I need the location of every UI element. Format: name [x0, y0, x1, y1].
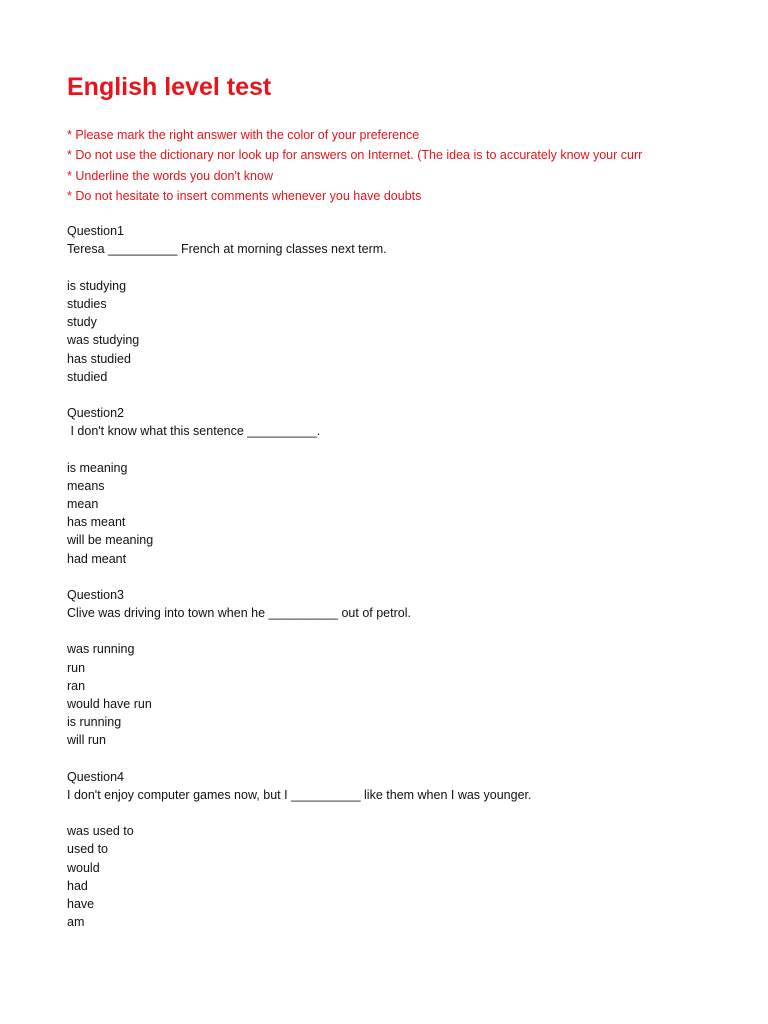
answer-option[interactable]: was used to: [67, 824, 134, 839]
question-text: I don't know what this sentence __________.: [67, 424, 321, 439]
answer-option[interactable]: had meant: [67, 551, 127, 566]
instruction-line: * Do not hesitate to insert comments whenever you have doubts: [67, 188, 422, 203]
question-1: [67, 222, 767, 386]
answer-option[interactable]: would: [67, 860, 100, 875]
instruction-line: * Please mark the right answer with the color of your preference: [67, 128, 420, 142]
answer-option[interactable]: is studying: [67, 278, 127, 293]
page-title: English level test: [67, 73, 272, 101]
answer-option[interactable]: is meaning: [67, 460, 128, 475]
answer-option[interactable]: ran: [67, 678, 86, 693]
answer-option[interactable]: have: [67, 897, 95, 912]
answer-option[interactable]: was running: [67, 642, 135, 657]
question-label: Question1: [67, 224, 124, 239]
question-2: [67, 404, 767, 568]
answer-option[interactable]: studied: [67, 369, 108, 384]
answer-option[interactable]: means: [67, 478, 105, 493]
answer-option[interactable]: run: [67, 660, 86, 675]
question-text: I don't enjoy computer games now, but I __________ like them when I was younger.: [67, 787, 532, 802]
answer-option[interactable]: am: [67, 915, 85, 930]
question-text: Teresa __________ French at morning classes next term.: [67, 242, 387, 257]
answer-option[interactable]: would have run: [67, 697, 152, 712]
answer-option[interactable]: mean: [67, 497, 99, 511]
question-label: Question4: [67, 769, 124, 784]
answer-option[interactable]: has meant: [67, 515, 126, 530]
answer-option[interactable]: studies: [67, 296, 107, 311]
answer-option[interactable]: is running: [67, 715, 122, 730]
answer-option[interactable]: will run: [67, 733, 106, 748]
question-3: [67, 586, 767, 750]
answer-option[interactable]: had: [67, 878, 88, 893]
instructions-list: [67, 125, 767, 206]
document-content: [67, 70, 767, 949]
question-label: Question2: [67, 406, 124, 420]
answer-option[interactable]: has studied: [67, 351, 131, 366]
instruction-line: * Do not use the dictionary nor look up for answers on Internet. (The idea is to accurately know your curr: [67, 148, 643, 163]
question-text: Clive was driving into town when he __________ out of petrol.: [67, 606, 411, 621]
answer-option[interactable]: was studying: [67, 333, 140, 348]
question-label: Question3: [67, 587, 124, 602]
answer-option[interactable]: will be meaning: [67, 533, 154, 548]
answer-option[interactable]: study: [67, 315, 97, 330]
instruction-line: * Underline the words you don't know: [67, 168, 273, 183]
question-4: [67, 768, 767, 932]
answer-option[interactable]: used to: [67, 842, 109, 857]
